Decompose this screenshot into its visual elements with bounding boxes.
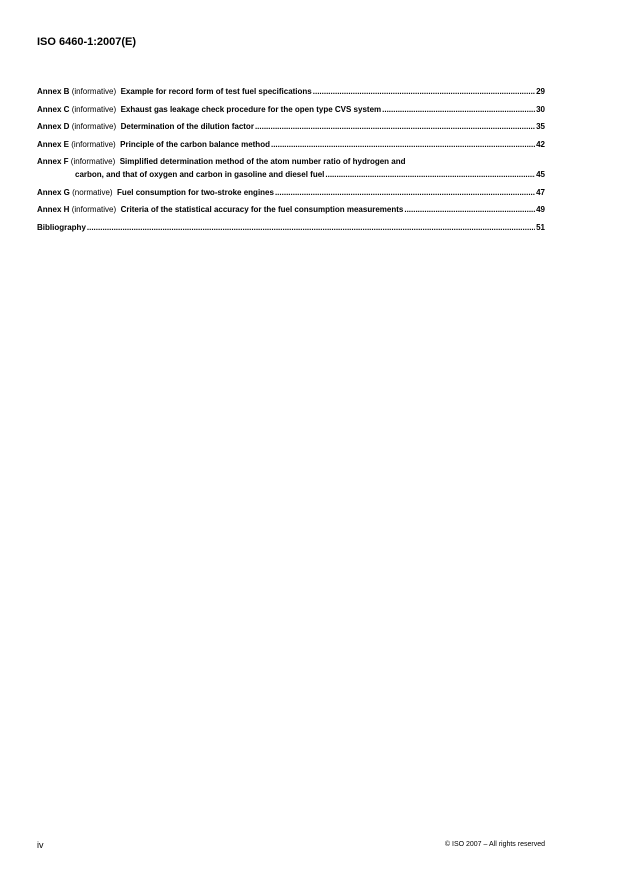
toc-entry-annex-f[interactable] xyxy=(37,157,545,180)
dot-leader xyxy=(275,188,535,198)
toc-entry-annex-e[interactable] xyxy=(37,140,545,150)
dot-leader xyxy=(313,87,535,97)
annex-label: Annex C xyxy=(37,104,70,114)
annex-type: (informative) xyxy=(70,157,116,166)
toc-entry-annex-g[interactable] xyxy=(37,188,545,198)
entry-title: Example for record form of test fuel specifications xyxy=(120,87,312,96)
page-number: 51 xyxy=(536,222,545,232)
toc-entry-annex-b[interactable] xyxy=(37,87,545,97)
entry-title: Simplified determination method of the atom number ratio of hydrogen and xyxy=(119,157,406,166)
entry-title: Principle of the carbon balance method xyxy=(120,139,270,149)
entry-title: Exhaust gas leakage check procedure for the open type CVS system xyxy=(120,104,382,114)
dot-leader xyxy=(87,223,535,233)
page-number: 47 xyxy=(536,187,545,197)
dot-leader xyxy=(325,170,535,180)
annex-type: (informative) xyxy=(71,87,117,96)
annex-type: (informative) xyxy=(71,139,116,149)
annex-label: Annex D xyxy=(37,122,70,131)
document-header: ISO 6460-1:2007(E) xyxy=(37,36,137,48)
page-number: 42 xyxy=(536,139,545,149)
annex-label: Annex B xyxy=(37,87,70,96)
annex-label: Annex H xyxy=(37,205,70,214)
toc-entry-annex-h[interactable] xyxy=(37,205,545,215)
dot-leader xyxy=(404,205,535,215)
entry-title-continued: carbon, and that of oxygen and carbon in gasoline and diesel fuel xyxy=(75,170,325,179)
annex-type: (informative) xyxy=(71,205,117,214)
entry-title: Fuel consumption for two-stroke engines xyxy=(117,187,274,197)
toc-entry-annex-d[interactable] xyxy=(37,122,545,132)
annex-type: (normative) xyxy=(72,187,113,197)
dot-leader xyxy=(382,105,535,115)
entry-title: Determination of the dilution factor xyxy=(120,122,254,131)
page-number: 29 xyxy=(536,87,545,96)
page-number: 35 xyxy=(536,122,545,131)
annex-label: Annex F xyxy=(37,157,69,166)
entry-title: Bibliography xyxy=(37,222,86,232)
entry-title: Criteria of the statistical accuracy for the fuel consumption measurements xyxy=(120,205,404,214)
page-number: 45 xyxy=(536,170,545,179)
annex-type: (informative) xyxy=(71,104,117,114)
annex-type: (informative) xyxy=(71,122,117,131)
dot-leader xyxy=(271,140,535,150)
toc-entry-bibliography[interactable] xyxy=(37,223,545,233)
page-number: 49 xyxy=(536,205,545,214)
page-number: 30 xyxy=(536,104,545,114)
footer-page-number: iv xyxy=(37,840,44,850)
toc-entry-annex-c[interactable] xyxy=(37,105,545,115)
footer-copyright: © ISO 2007 – All rights reserved xyxy=(444,841,545,848)
annex-label: Annex E xyxy=(37,139,70,149)
annex-label: Annex G xyxy=(37,187,70,197)
table-of-contents xyxy=(37,87,545,240)
dot-leader xyxy=(255,122,535,132)
